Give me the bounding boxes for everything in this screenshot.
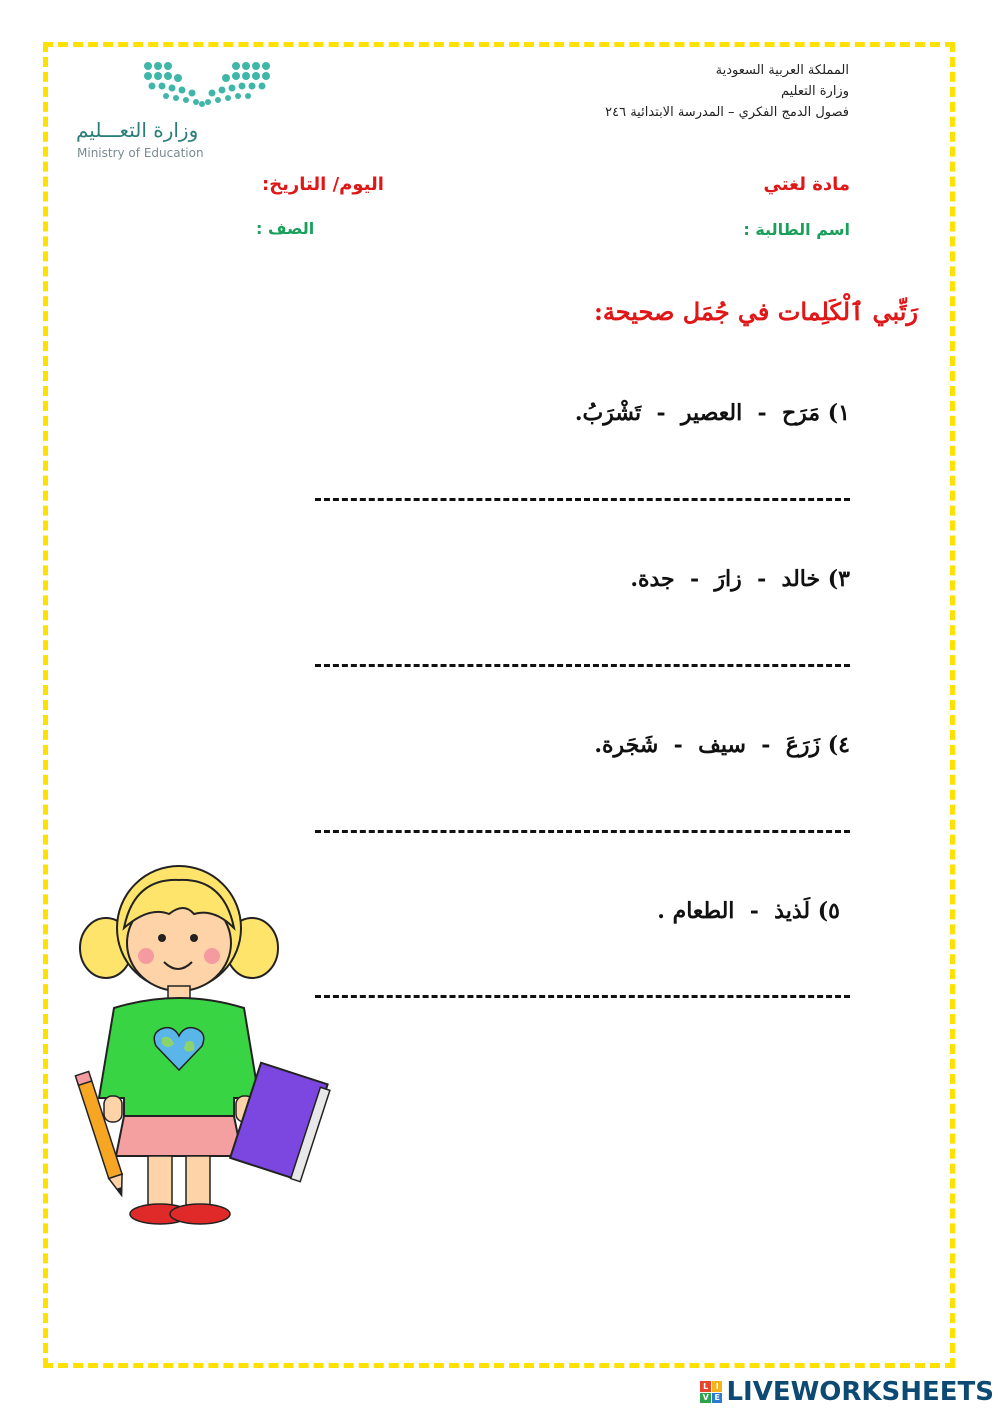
question-4: ٥) لَذيذ - الطعام . [657, 898, 840, 924]
question-2: ٣) خالد - زارَ - جدة. [630, 566, 850, 592]
answer-line-1[interactable] [315, 498, 850, 501]
logo-english-text: Ministry of Education [77, 146, 204, 160]
answer-line-3[interactable] [315, 830, 850, 833]
answer-line-4[interactable] [315, 995, 850, 998]
girl-illustration-icon [74, 858, 334, 1230]
logo-arabic-text: وزارة التعـــليم [76, 118, 199, 142]
class-label: الصف : [256, 219, 315, 238]
header-block [605, 60, 849, 123]
header-school: فصول الدمج الفكري – المدرسة الابتدائية ٢٤٦ [605, 105, 849, 120]
subject-label: مادة لغتي [763, 174, 850, 195]
question-1: ١) مَرَح - العصير - تَشْرَبُ. [574, 400, 850, 426]
brand-text: LIVEWORKSHEETS [726, 1377, 994, 1407]
question-3: ٤) زَرَعَ - سيف - شَجَرة. [594, 732, 850, 758]
liveworksheets-logo-icon: L I V E [700, 1381, 722, 1403]
header-country: المملكة العربية السعودية [715, 63, 849, 78]
student-name-label: اسم الطالبة : [743, 220, 850, 239]
exercise-title: رَتِّبي ٱلْكَلِمات في جُمَل صحيحة: [594, 297, 918, 326]
answer-line-2[interactable] [315, 664, 850, 667]
liveworksheets-brand [700, 1377, 994, 1407]
header-ministry: وزارة التعليم [780, 84, 849, 99]
date-label: اليوم/ التاريخ: [262, 174, 384, 195]
